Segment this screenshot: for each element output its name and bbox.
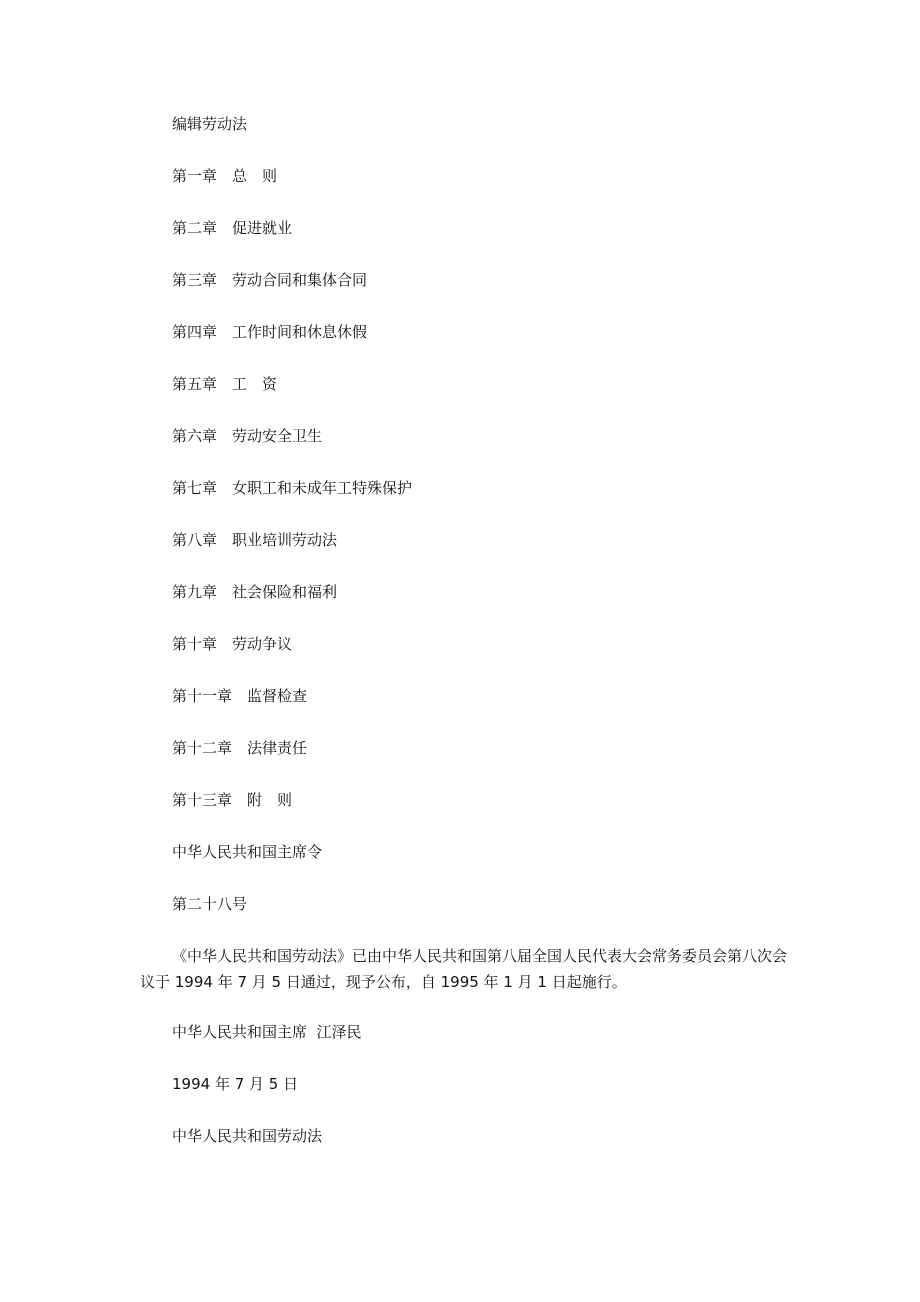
signature-line: 中华人民共和国主席 江泽民 bbox=[172, 1023, 362, 1041]
order-title: 中华人民共和国主席令 bbox=[172, 843, 323, 861]
document-heading: 编辑劳动法 bbox=[172, 115, 248, 133]
chapter-13: 第十三章 附 则 bbox=[172, 791, 293, 809]
date-line: 1994 年 7 月 5 日 bbox=[172, 1075, 299, 1093]
chapter-10: 第十章 劳动争议 bbox=[172, 635, 293, 653]
chapter-4: 第四章 工作时间和休息休假 bbox=[172, 323, 368, 341]
chapter-7: 第七章 女职工和未成年工特殊保护 bbox=[172, 479, 413, 497]
chapter-2: 第二章 促进就业 bbox=[172, 219, 293, 237]
law-title: 中华人民共和国劳动法 bbox=[172, 1127, 323, 1145]
chapter-9: 第九章 社会保险和福利 bbox=[172, 583, 338, 601]
chapter-11: 第十一章 监督检查 bbox=[172, 687, 308, 705]
announcement-paragraph: 《中华人民共和国劳动法》已由中华人民共和国第八届全国人民代表大会常务委员会第八次会议于 1994 年 7 月 5 日通过，现予公布，自 1995 年 1 月 1 日起施行。 bbox=[140, 947, 788, 991]
chapter-6: 第六章 劳动安全卫生 bbox=[172, 427, 323, 445]
chapter-12: 第十二章 法律责任 bbox=[172, 739, 308, 757]
chapter-5: 第五章 工 资 bbox=[172, 375, 278, 393]
order-number: 第二十八号 bbox=[172, 895, 248, 913]
chapter-8: 第八章 职业培训劳动法 bbox=[172, 531, 338, 549]
chapter-3: 第三章 劳动合同和集体合同 bbox=[172, 271, 368, 289]
chapter-1: 第一章 总 则 bbox=[172, 167, 278, 185]
